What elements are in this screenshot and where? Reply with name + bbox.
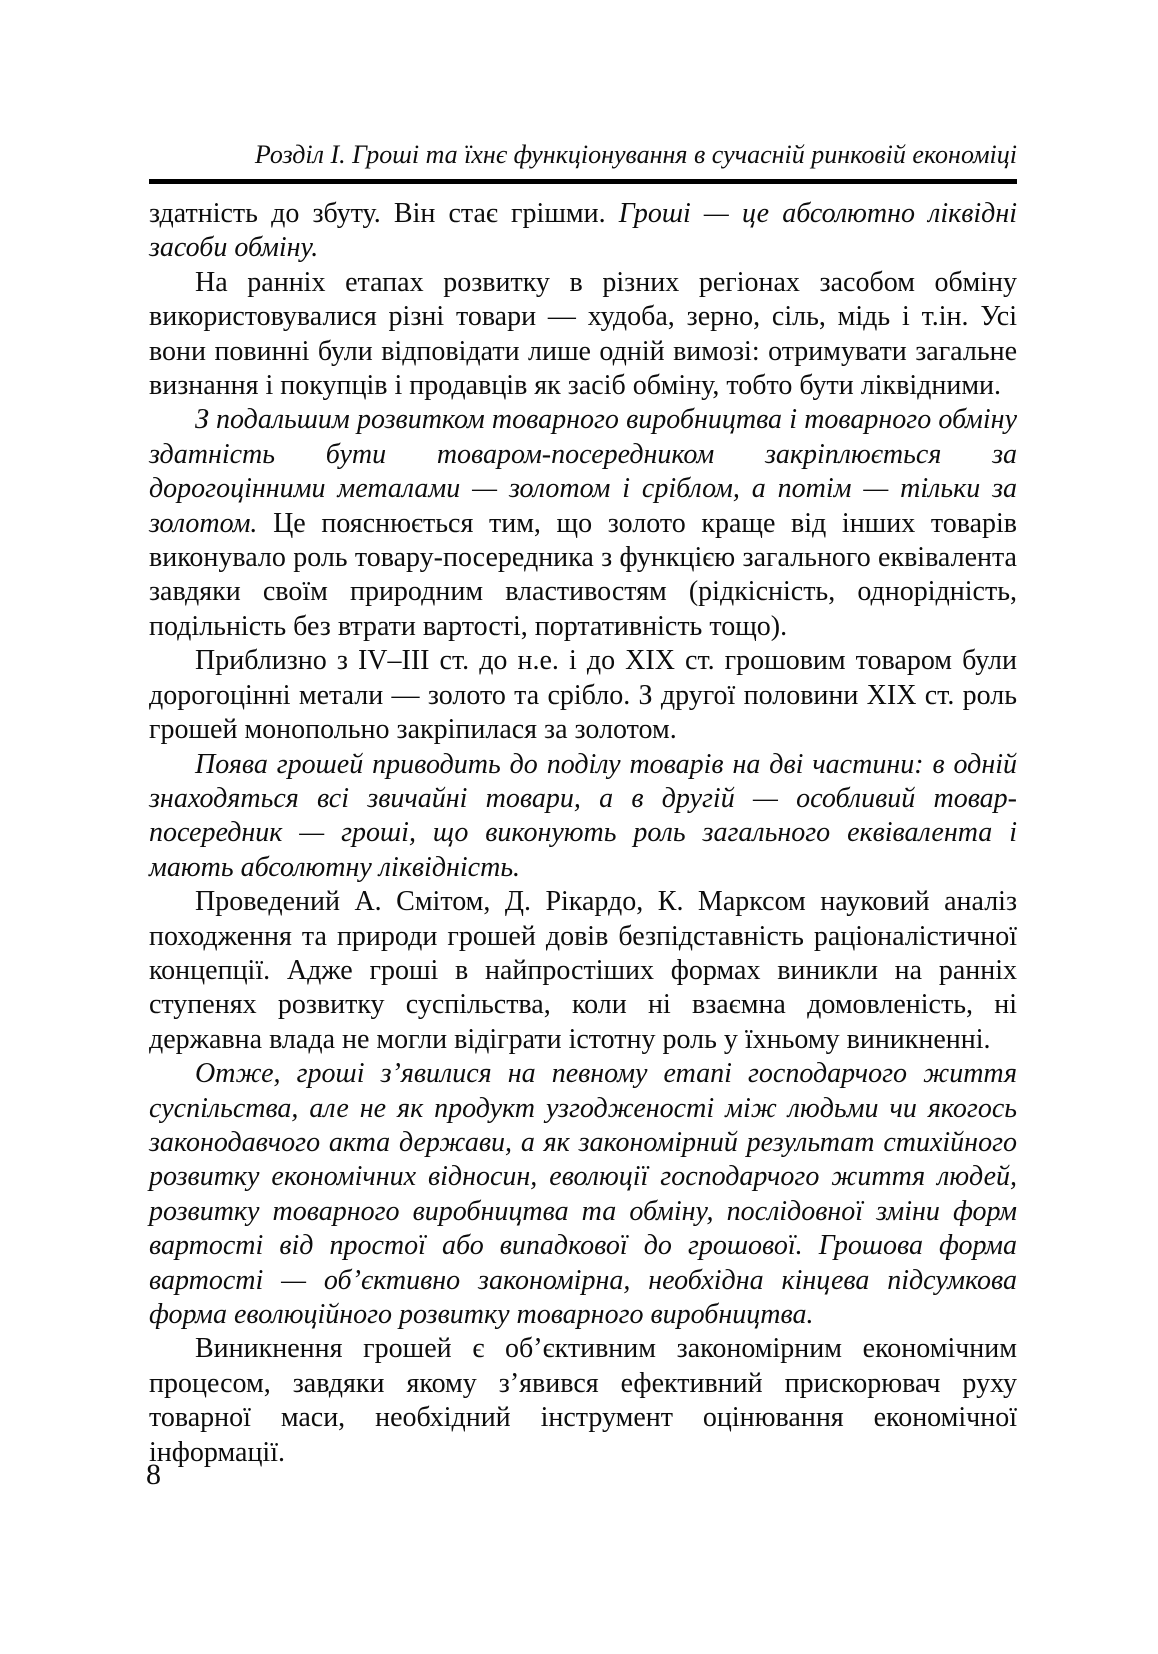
text-segment: На ранніх етапах розвитку в різних регіонах засобом обміну використовувалися різні товари — худоба, зерно, сіль, мідь і т.ін. Усі вони повинні були відповідати лише одній вимозі: отримувати загальне визнання і покупців і продавців як засіб обміну, тобто бути ліквідними. — [149, 266, 1017, 402]
text-segment: Виникнення грошей є об’єктивним закономірним економічним процесом, завдяки якому з’явився ефективний прискорювач руху товарної маси, необхідний інструмент оцінювання економічної інформації. — [149, 1333, 1017, 1468]
text-segment: Приблизно з IV–III ст. до н.е. і до XIX ст. грошовим товаром були дорогоцінні метали — золото та срібло. З другої половини XIX ст. роль грошей монопольно закріпилася за золотом. — [149, 645, 1017, 746]
italic-text-segment: Гроші — це абсолютно ліквідні засоби обміну. — [149, 198, 1018, 264]
paragraph — [149, 197, 1017, 266]
text-segment: здатність до збуту. Він стає грішми. — [149, 198, 619, 229]
text-segment: Це пояснюється тим, що золото краще від інших товарів виконувало роль товару-посередника з функцією загального еквівалента завдяки своїм природним властивостям (рідкісність, однорідність, подільність без втрати вартості, портативність тощо). — [149, 507, 1018, 642]
paragraph — [149, 266, 1017, 404]
running-header: Розділ І. Гроші та їхнє функціонування в сучасній ринковій економіці — [254, 140, 1017, 169]
header-rule — [149, 179, 1017, 184]
page-body — [149, 197, 1017, 1470]
page-number: 8 — [146, 1458, 161, 1491]
paragraph — [149, 1057, 1017, 1332]
italic-text-segment: Отже, гроші з’явилися на певному етапі господарчого життя суспільства, але не як продукт узгодженості між людьми чи якогось законодавчого акта держави, а як закономірний результат стихійного розвитку економічних відносин, еволюції господарчого життя людей, розвитку товарного виробництва та обміну, послідовної зміни форм вартості від простої або випадкової до грошової. Грошова форма вартості — об’єктивно закономірна, необхідна кінцева підсумкова форма еволюційного розвитку товарного виробництва. — [149, 1058, 1017, 1330]
italic-text-segment: З подальшим розвитком товарного виробництва і товарного обміну здатність бути товаром-посередником закріплюється за дорогоцінними металами — золотом і сріблом, а потім — тільки за золотом. — [149, 404, 1017, 539]
paragraph — [149, 885, 1017, 1057]
paragraph — [149, 748, 1017, 886]
italic-text-segment: Поява грошей приводить до поділу товарів на дві частини: в одній знаходяться всі звичайні товари, а в другій — особливий товар-посередник — гроші, що виконують роль загального еквівалента і мають абсолютну ліквідність. — [149, 748, 1017, 883]
paragraph — [149, 403, 1017, 644]
paragraph — [149, 1332, 1017, 1470]
text-segment: Проведений А. Смітом, Д. Рікардо, К. Марксом науковий аналіз походження та природи грошей довів безпідставність раціоналістичної концепції. Адже гроші в найпростіших формах виникли на ранніх ступенях розвитку суспільства, коли ні взаємна домовленість, ні державна влада не могли відіграти істотну роль у їхньому виникненні. — [149, 886, 1017, 1055]
paragraph — [149, 644, 1017, 747]
